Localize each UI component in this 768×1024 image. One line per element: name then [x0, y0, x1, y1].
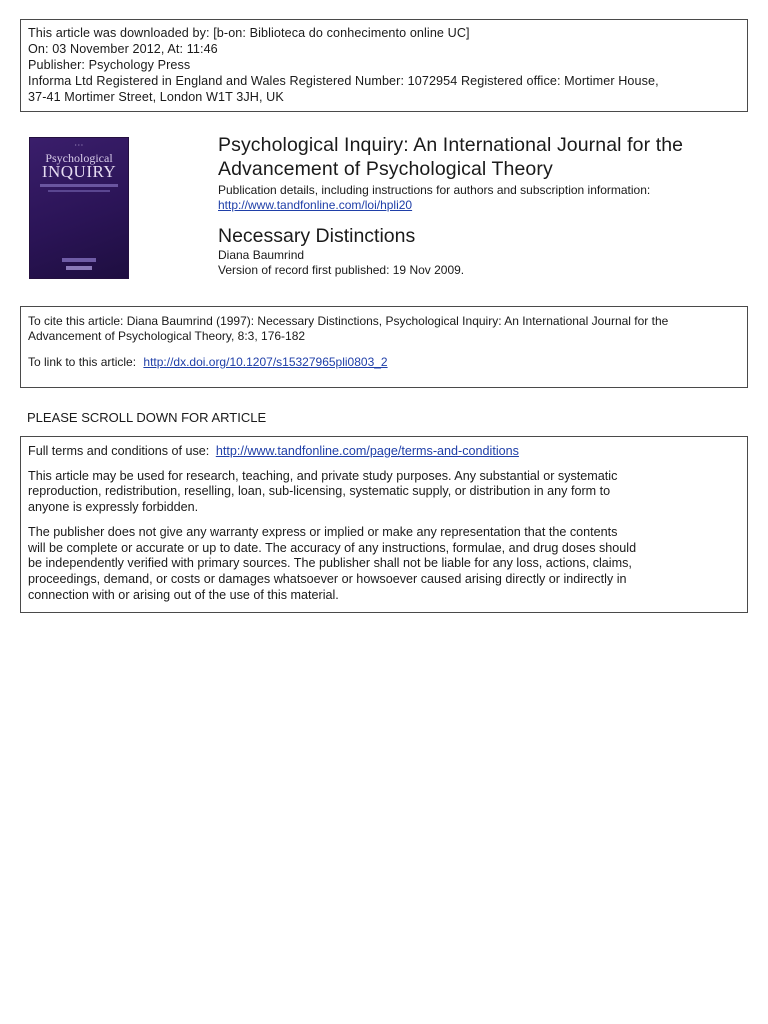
terms-link-row — [28, 444, 747, 460]
disclaimer-line: proceedings, demand, or costs or damages whatsoever or howsoever caused arising directly or indirectly in — [28, 571, 627, 586]
journal-title — [218, 133, 683, 181]
version-note: Version of record first published: 19 Nov 2009. — [218, 263, 465, 277]
publication-details — [218, 183, 650, 213]
citation-box — [20, 306, 748, 388]
journal-title-line2: Advancement of Psychological Theory — [218, 158, 553, 180]
cover-subtitle-bar — [40, 184, 118, 187]
download-line: This article was downloaded by: [b-on: Biblioteca do conhecimento online UC] — [28, 26, 470, 40]
publication-details-text: Publication details, including instructions for authors and subscription information: — [218, 183, 651, 197]
article-title: Necessary Distinctions — [218, 225, 416, 247]
usage-line: This article may be used for research, teaching, and private study purposes. Any substantial or systematic — [28, 468, 618, 483]
cover-top-strip: • • • — [75, 142, 83, 147]
registration-line: Informa Ltd Registered in England and Wales Registered Number: 1072954 Registered office: Mortimer House, — [28, 74, 659, 88]
citation-line1: To cite this article: Diana Baumrind (1997): Necessary Distinctions, Psychological Inquiry: An International Journal for the — [28, 314, 669, 328]
scroll-down-note: PLEASE SCROLL DOWN FOR ARTICLE — [27, 410, 267, 425]
journal-cover-image — [30, 138, 128, 278]
usage-line: reproduction, redistribution, reselling, loan, sub-licensing, systematic supply, or distribution in any form to — [28, 484, 611, 499]
journal-url-link[interactable]: http://www.tandfonline.com/loi/hpli20 — [218, 198, 413, 212]
doi-link[interactable]: http://dx.doi.org/10.1207/s15327965pli0803_2 — [143, 355, 388, 369]
cover-title-line1: Psychological — [45, 151, 113, 165]
cover-subtitle-bar-2 — [48, 190, 110, 192]
journal-title-line1: Psychological Inquiry: An International Journal for the — [218, 134, 684, 156]
author-block — [218, 248, 464, 278]
disclaimer-paragraph — [28, 525, 747, 604]
terms-box — [20, 436, 748, 613]
cover-footer-bar — [62, 258, 96, 262]
author-name: Diana Baumrind — [218, 248, 305, 262]
doi-link-row — [28, 355, 747, 370]
cover-publisher-logo — [66, 266, 92, 270]
disclaimer-line: be independently verified with primary sources. The publisher shall not be liable for any loss, actions, claims, — [28, 556, 632, 571]
terms-link[interactable]: http://www.tandfonline.com/page/terms-and-conditions — [215, 444, 519, 458]
address-line: 37-41 Mortimer Street, London W1T 3JH, UK — [28, 90, 284, 104]
download-notice-box — [20, 19, 748, 112]
disclaimer-line: will be complete or accurate or up to date. The accuracy of any instructions, formulae, and drug doses should — [28, 540, 637, 555]
publisher-line: Publisher: Psychology Press — [28, 58, 191, 72]
terms-label: Full terms and conditions of use: — [28, 444, 210, 458]
cover-title-line2: INQUIRY — [41, 162, 117, 181]
download-date-line: On: 03 November 2012, At: 11:46 — [28, 42, 218, 56]
disclaimer-line: connection with or arising out of the use of this material. — [28, 587, 339, 602]
disclaimer-line: The publisher does not give any warranty express or implied or make any representation that the contents — [28, 524, 618, 539]
doi-link-label: To link to this article: — [28, 355, 137, 369]
usage-paragraph — [28, 469, 747, 516]
citation-line2: Advancement of Psychological Theory, 8:3, 176-182 — [28, 329, 306, 343]
usage-line: anyone is expressly forbidden. — [28, 500, 199, 515]
